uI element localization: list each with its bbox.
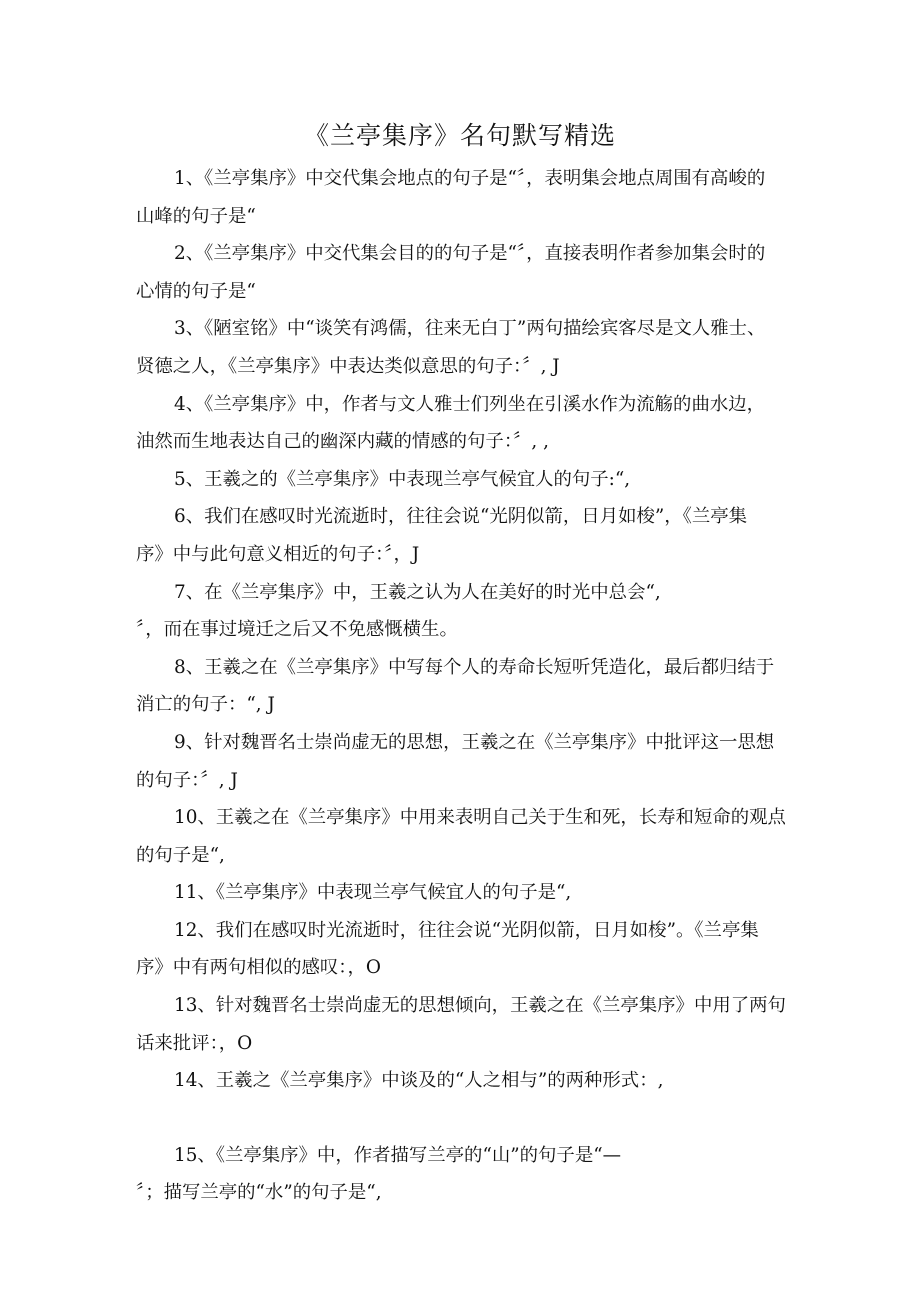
- question-6-line-1: 6、我们在感叹时光流逝时，往往会说“光阴似箭，日月如梭”，《兰亭集: [174, 506, 748, 528]
- question-7: [136, 574, 796, 649]
- question-8-line-2: 消亡的句子：“, J: [136, 694, 275, 716]
- question-1-line-2: 山峰的句子是“: [136, 205, 256, 227]
- question-9-line-2: 的句子：〞, J: [136, 769, 238, 791]
- question-12-line-2: 序》中有两句相似的感叹：，O: [136, 957, 381, 979]
- question-11-line-1: 11、《兰亭集序》中表现兰亭气候宜人的句子是“,: [174, 882, 572, 904]
- question-11: [136, 874, 796, 912]
- question-8: [136, 649, 796, 724]
- question-13-line-2: 话来批评：，O: [136, 1032, 253, 1054]
- question-3-line-1: 3、《陋室铭》中“谈笑有鸿儒，往来无白丁”两句描绘宾客尽是文人雅士、: [174, 318, 766, 340]
- document-title: 《兰亭集序》名句默写精选: [303, 121, 616, 150]
- question-2-line-2: 心情的句子是“: [136, 280, 256, 302]
- question-12: [136, 912, 796, 987]
- question-7-line-2: 〞，而在事过境迁之后又不免感慨横生。: [136, 619, 458, 641]
- question-13: [136, 987, 796, 1062]
- question-5: [136, 461, 796, 499]
- question-10: [136, 799, 796, 874]
- question-14: [136, 1062, 796, 1100]
- question-10-line-2: 的句子是“,: [136, 844, 225, 866]
- question-15-line-2: 〞；描写兰亭的“水”的句子是“,: [136, 1182, 382, 1204]
- question-list: [136, 160, 796, 1212]
- question-14-line-1: 14、王羲之《兰亭集序》中谈及的“人之相与”的两种形式：,: [174, 1070, 664, 1092]
- question-12-line-1: 12、我们在感叹时光流逝时，往往会说“光阴似箭，日月如梭”。《兰亭集: [174, 919, 759, 941]
- question-15: [136, 1137, 796, 1212]
- question-6-line-2: 序》中与此句意义相近的句子：〞，J: [136, 543, 420, 565]
- question-2-line-1: 2、《兰亭集序》中交代集会目的的句子是“〞，直接表明作者参加集会时的: [174, 243, 766, 265]
- question-3-line-2: 贤德之人，《兰亭集序》中表达类似意思的句子：〞, J: [136, 355, 560, 377]
- question-9-line-1: 9、针对魏晋名士崇尚虚无的思想，王羲之在《兰亭集序》中批评这一思想: [174, 731, 775, 753]
- question-2: [136, 235, 796, 310]
- question-9: [136, 724, 796, 799]
- question-15-line-1: 15、《兰亭集序》中，作者描写兰亭的“山”的句子是“—: [174, 1144, 622, 1166]
- question-1-line-1: 1、《兰亭集序》中交代集会地点的句子是“〞，表明集会地点周围有高峻的: [174, 168, 766, 189]
- question-3: [136, 310, 796, 385]
- question-4-line-1: 4、《兰亭集序》中，作者与文人雅士们列坐在引溪水作为流觞的曲水边，: [174, 393, 766, 415]
- question-10-line-1: 10、王羲之在《兰亭集序》中用来表明自己关于生和死，长寿和短命的观点: [174, 807, 786, 829]
- question-4-line-2: 油然而生地表达自己的幽深内藏的情感的句子：〞, ,: [136, 431, 549, 453]
- question-8-line-1: 8、王羲之在《兰亭集序》中写每个人的寿命长短听凭造化，最后都归结于: [174, 656, 775, 678]
- question-6: [136, 498, 796, 573]
- question-1: [136, 160, 796, 235]
- question-5-line-1: 5、王羲之的《兰亭集序》中表现兰亭气候宜人的句子:“,: [174, 468, 631, 490]
- question-13-line-1: 13、针对魏晋名士崇尚虚无的思想倾向，王羲之在《兰亭集序》中用了两句: [174, 995, 786, 1017]
- question-4: [136, 386, 796, 461]
- question-7-line-1: 7、在《兰亭集序》中，王羲之认为人在美好的时光中总会“,: [174, 581, 661, 603]
